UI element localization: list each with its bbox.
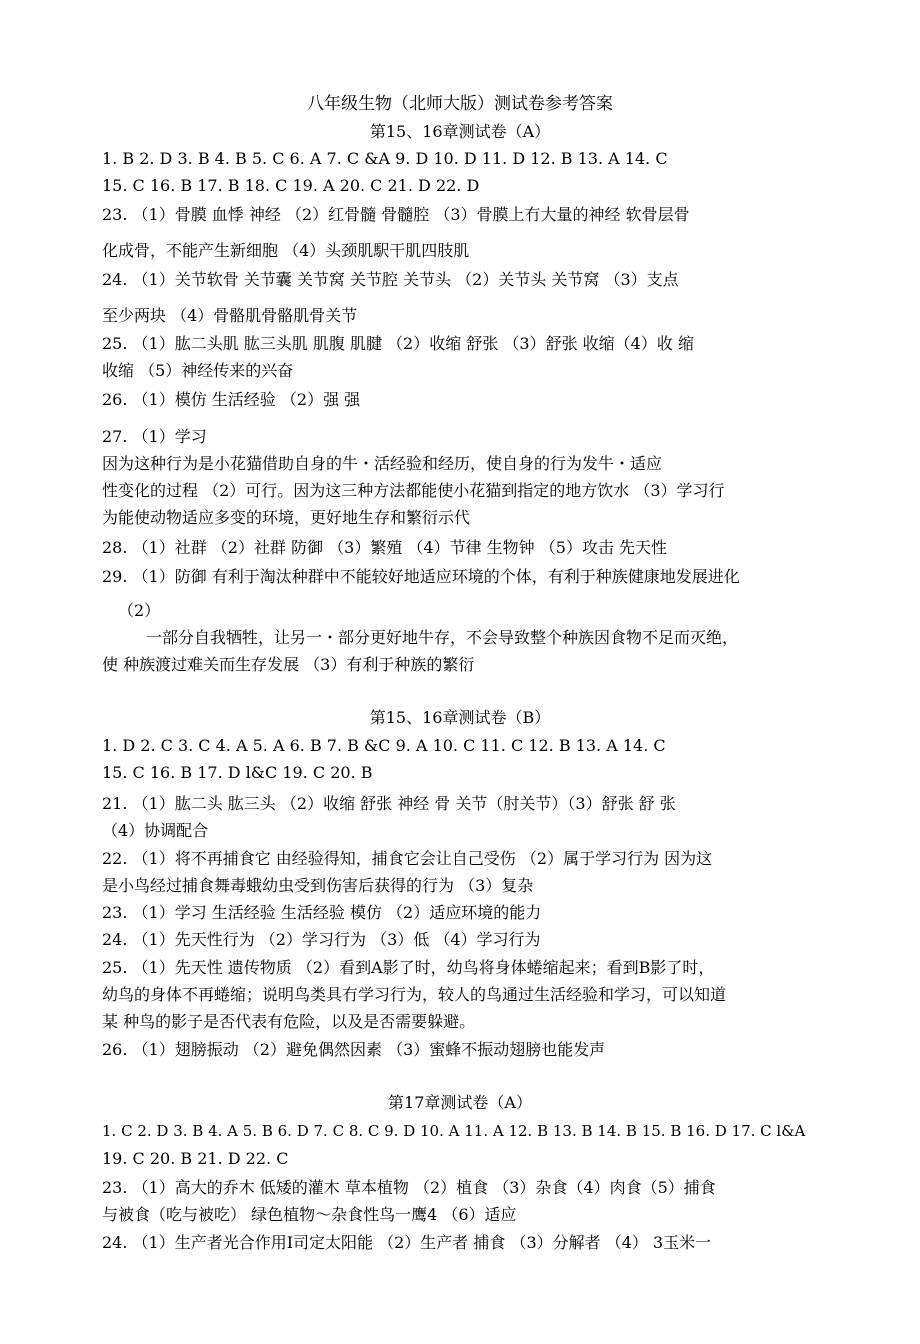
answer-line: 25. （1）先天性 遗传物质 （2）看到A影了时，幼鸟将身体蜷缩起来；看到B影了时， xyxy=(102,958,715,977)
answer-line: 21. （1）肱二头 肱三头 （2）收缩 舒张 神经 骨 关节（肘关节）（3）舒张 舒 张 xyxy=(102,794,676,813)
answer-line: 24. （1）先天性行为 （2）学习行为 （3）低 （4）学习行为 xyxy=(102,930,541,949)
answer-line: 1. B 2. D 3. B 4. B 5. C 6. A 7. C &A 9. D 10. D 11. D 12. B 13. A 14. C xyxy=(102,149,668,168)
answer-line: 25. （1）肱二头肌 肱三头肌 肌腹 肌腱 （2）收缩 舒张 （3）舒张 收缩（4）收 缩 xyxy=(102,334,694,353)
answer-line: 与被食（吃与被吃） 绿色植物～杂食性鸟一鹰4 （6）适应 xyxy=(102,1205,517,1224)
answer-line: 28. （1）社群 （2）社群 防御 （3）繁殖 （4）节律 生物钟 （5）攻击 先天性 xyxy=(102,538,668,557)
answer-line: 收缩 （5）神经传来的兴奋 xyxy=(102,361,294,380)
answer-line: 22. （1）将不再捕食它 由经验得知，捕食它会让自己受伤 （2）属于学习行为 因为这 xyxy=(102,849,713,868)
answer-line: （2） xyxy=(118,601,161,620)
answer-line: （4）协调配合 xyxy=(102,821,209,840)
answer-line: 23. （1）学习 生活经验 生活经验 模仿 （2）适应环境的能力 xyxy=(102,903,542,922)
answer-line: 19. C 20. B 21. D 22. C xyxy=(102,1149,289,1168)
answer-line: 化成骨，不能产生新细胞 （4）头颈肌駅干肌四肢肌 xyxy=(102,241,470,260)
answer-line: 幼鸟的身体不再蜷缩；说明鸟类具冇学习行为，较人的鸟通过生活经验和学习，可以知道 xyxy=(102,985,727,1004)
answer-line: 23. （1）高大的乔木 低矮的灌木 草本植物 （2）植食 （3）杂食（4）肉食（5）捕食 xyxy=(102,1178,716,1197)
answer-line: 26. （1）模仿 生活经验 （2）强 强 xyxy=(102,390,361,409)
answer-line: 因为这种行为是小花猫借助自身的牛・活经验和经历，使自身的行为发牛・适应 xyxy=(102,454,663,473)
answer-line: 1. D 2. C 3. C 4. A 5. A 6. B 7. B &C 9. A 10. C 11. C 12. B 13. A 14. C xyxy=(102,736,666,755)
answer-line: 23. （1）骨膜 血悸 神经 （2）红骨髓 骨髓腔 （3）骨膜上冇大量的神经 软骨层骨 xyxy=(102,205,690,224)
answer-line: 是小鸟经过捕食舞毒蛾幼虫受到伤害后获得的行为 （3）复杂 xyxy=(102,876,534,895)
answer-line: 某 种鸟的影子是否代表有危险，以及是否需要躲避。 xyxy=(102,1012,476,1031)
answer-line: 为能使动物适应多变的环境，更好地生存和繁衍示代 xyxy=(102,508,471,527)
answer-line: 15. C 16. B 17. B 18. C 19. A 20. C 21. D 22. D xyxy=(102,176,480,195)
section-heading-15-16-a: 第15、16章测试卷（A） xyxy=(369,122,551,141)
answer-line: 使 种族渡过难关而生存发展 （3）有利于种族的繁衍 xyxy=(102,655,475,674)
answer-line: 26. （1）翅膀振动 （2）避免偶然因素 （3）蜜蜂不振动翅膀也能发声 xyxy=(102,1040,606,1059)
document-title: 八年级生物（北师大版）测试卷参考答案 xyxy=(307,94,613,114)
answer-line: 1. C 2. D 3. B 4. A 5. B 6. D 7. C 8. C 9. D 10. A 11. A 12. B 13. B 14. B 15. B 16. D 17. C l&A xyxy=(102,1122,806,1140)
section-heading-17-a: 第17章测试卷（A） xyxy=(388,1093,532,1112)
answer-line: 15. C 16. B 17. D l&C 19. C 20. B xyxy=(102,763,373,782)
answer-line: 24. （1）生产者光合作用I司定太阳能 （2）生产者 捕食 （3）分解者 （4） 3玉米一 xyxy=(102,1233,712,1252)
answer-line: 一部分自我牺牲，让另一・部分更好地牛存，不会导致整个种族因食物不足而灭绝， xyxy=(146,628,739,647)
answer-line: 27. （1）学习 xyxy=(102,427,207,446)
answer-line: 24. （1）关节软骨 关节囊 关节窝 关节腔 关节头 （2）关节头 关节窝 （3）支点 xyxy=(102,270,679,289)
answer-line: 性变化的过程 （2）可行。因为这三种方法都能使小花猫到指定的地方饮水 （3）学习行 xyxy=(102,481,725,500)
answer-line: 29. （1）防御 有利于淘汰种群中不能较好地适应环境的个体，有利于种族健康地发展进化 xyxy=(102,567,740,586)
answer-line: 至少两块 （4）骨骼肌骨骼肌骨关节 xyxy=(102,306,358,325)
section-heading-15-16-b: 第15、16章测试卷（B） xyxy=(369,708,551,727)
